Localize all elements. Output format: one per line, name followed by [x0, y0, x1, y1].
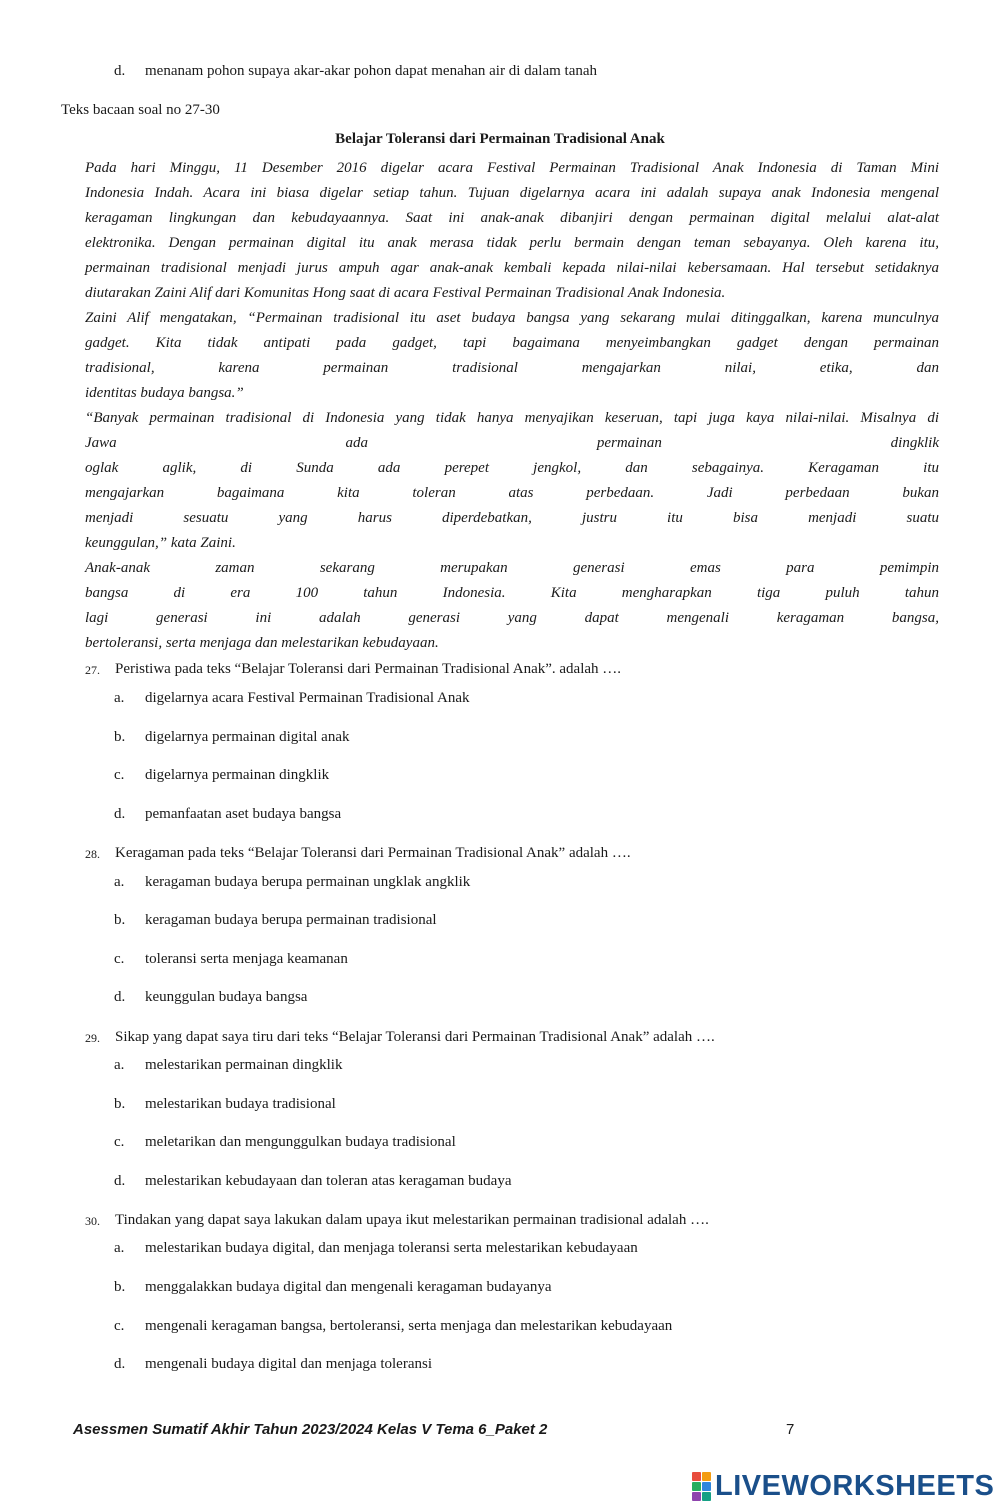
option-c[interactable]: meletarikan dan mengunggulkan budaya tradisional	[145, 1134, 456, 1150]
logo-wordmark: LIVEWORKSHEETS	[715, 1469, 995, 1502]
passage-line: permainan tradisional menjadi jurus ampuh agar anak-anak kembali kepada nilai-nilai kebersamaan. Hal tersebut setidaknya	[85, 260, 939, 276]
option-letter: c.	[114, 767, 125, 783]
question-number: 28.	[85, 847, 100, 861]
option-c[interactable]: digelarnya permainan dingklik	[145, 767, 330, 783]
passage-line: bertoleransi, serta menjaga dan melestarikan kebudayaan.	[85, 635, 439, 651]
passage-line: lagi generasi ini adalah generasi yang dapat mengenali keragaman bangsa,	[85, 610, 939, 626]
passage-line: identitas budaya bangsa.”	[85, 385, 244, 401]
question-text: Keragaman pada teks “Belajar Toleransi dari Permainan Tradisional Anak” adalah ….	[115, 845, 631, 861]
passage-line: elektronika. Dengan permainan digital itu anak merasa tidak perlu bermain dengan teman sebayanya. Oleh karena itu,	[85, 235, 939, 251]
option-d[interactable]: pemanfaatan aset budaya bangsa	[145, 806, 342, 822]
option-d[interactable]: melestarikan kebudayaan dan toleran atas keragaman budaya	[145, 1173, 512, 1189]
option-text: menanam pohon supaya akar-akar pohon dapat menahan air di dalam tanah	[145, 63, 598, 79]
option-letter: d.	[114, 806, 126, 822]
option-a[interactable]: melestarikan permainan dingklik	[145, 1057, 343, 1073]
passage-line: bangsa di era 100 tahun Indonesia. Kita mengharapkan tiga puluh tahun	[85, 585, 939, 601]
question-text: Tindakan yang dapat saya lakukan dalam upaya ikut melestarikan permainan tradisional adalah ….	[115, 1212, 709, 1228]
option-d[interactable]: keunggulan budaya bangsa	[145, 989, 308, 1005]
reading-label: Teks bacaan soal no 27-30	[61, 102, 220, 118]
option-letter: c.	[114, 951, 125, 967]
logo-square	[692, 1492, 701, 1501]
liveworksheets-logo	[692, 1470, 994, 1502]
passage-line: Anak-anak zaman sekarang merupakan generasi emas para pemimpin	[85, 560, 939, 576]
option-letter: b.	[114, 912, 126, 928]
option-letter: a.	[114, 1057, 125, 1073]
passage-line: keunggulan,” kata Zaini.	[85, 535, 236, 551]
passage-line: mengajarkan bagaimana kita toleran atas perbedaan. Jadi perbedaan bukan	[85, 485, 939, 501]
passage-line: diutarakan Zaini Alif dari Komunitas Hong saat di acara Festival Permainan Tradisional Anak Indonesia.	[85, 285, 726, 301]
option-b[interactable]: digelarnya permainan digital anak	[145, 729, 350, 745]
passage-line: gadget. Kita tidak antipati pada gadget, tapi bagaimana menyeimbangkan gadget dengan permainan	[85, 335, 939, 351]
question-number: 27.	[85, 663, 100, 677]
reading-title: Belajar Toleransi dari Permainan Tradisional Anak	[335, 131, 665, 147]
logo-square	[702, 1472, 711, 1481]
logo-square	[702, 1482, 711, 1491]
passage-line: Zaini Alif mengatakan, “Permainan tradisional itu aset budaya bangsa yang sekarang mulai ditinggalkan, karena munculnya	[85, 310, 939, 326]
logo-square	[702, 1492, 711, 1501]
option-letter: b.	[114, 1279, 126, 1295]
option-a[interactable]: melestarikan budaya digital, dan menjaga toleransi serta melestarikan kebudayaan	[145, 1240, 638, 1256]
option-letter: c.	[114, 1318, 125, 1334]
passage-line: “Banyak permainan tradisional di Indonesia yang tidak hanya menyajikan keseruan, tapi juga kaya nilai-nilai. Misalnya di	[85, 410, 939, 426]
question-number: 29.	[85, 1031, 100, 1045]
option-letter: a.	[114, 874, 125, 890]
option-letter: c.	[114, 1134, 125, 1150]
option-letter: a.	[114, 690, 125, 706]
page-footer: Asessmen Sumatif Akhir Tahun 2023/2024 Kelas V Tema 6_Paket 2	[73, 1421, 548, 1438]
logo-grid-icon	[692, 1472, 711, 1501]
option-letter: a.	[114, 1240, 125, 1256]
option-b[interactable]: keragaman budaya berupa permainan tradisional	[145, 912, 437, 928]
option-letter: d.	[114, 1173, 126, 1189]
option-d[interactable]: mengenali budaya digital dan menjaga toleransi	[145, 1356, 432, 1372]
passage-line: Jawa ada permainan dingklik	[85, 435, 939, 451]
passage-line: Pada hari Minggu, 11 Desember 2016 digelar acara Festival Permainan Tradisional Anak Indonesia di Taman Mini	[85, 160, 939, 176]
option-a[interactable]: digelarnya acara Festival Permainan Tradisional Anak	[145, 690, 470, 706]
question-text: Sikap yang dapat saya tiru dari teks “Belajar Toleransi dari Permainan Tradisional Anak” adalah ….	[115, 1029, 715, 1045]
passage-line: keragaman lingkungan dan kebudayaannya. Saat ini anak-anak dibanjiri dengan permainan digital melalui alat-alat	[85, 210, 939, 226]
passage-line: menjadi sesuatu yang harus diperdebatkan, justru itu bisa menjadi suatu	[85, 510, 939, 526]
option-a[interactable]: keragaman budaya berupa permainan ungklak angklik	[145, 874, 471, 890]
passage-line: Indonesia Indah. Acara ini biasa digelar setiap tahun. Tujuan digelarnya acara ini adalah supaya anak Indonesia mengenal	[85, 185, 939, 201]
page-number: 7	[786, 1421, 795, 1438]
option-c[interactable]: mengenali keragaman bangsa, bertoleransi, serta menjaga dan melestarikan kebudayaan	[145, 1318, 673, 1334]
passage-line: tradisional, karena permainan tradisional mengajarkan nilai, etika, dan	[85, 360, 939, 376]
option-b[interactable]: melestarikan budaya tradisional	[145, 1096, 336, 1112]
option-letter: d.	[114, 989, 126, 1005]
option-letter: b.	[114, 729, 126, 745]
logo-square	[692, 1472, 701, 1481]
logo-square	[692, 1482, 701, 1491]
option-letter: d.	[114, 1356, 126, 1372]
question-text: Peristiwa pada teks “Belajar Toleransi dari Permainan Tradisional Anak”. adalah ….	[115, 661, 622, 677]
option-letter: b.	[114, 1096, 126, 1112]
option-c[interactable]: toleransi serta menjaga keamanan	[145, 951, 348, 967]
option-b[interactable]: menggalakkan budaya digital dan mengenali keragaman budayanya	[145, 1279, 552, 1295]
option-letter: d.	[114, 63, 126, 79]
question-number: 30.	[85, 1214, 100, 1228]
passage-line: oglak aglik, di Sunda ada perepet jengkol, dan sebagainya. Keragaman itu	[85, 460, 939, 476]
